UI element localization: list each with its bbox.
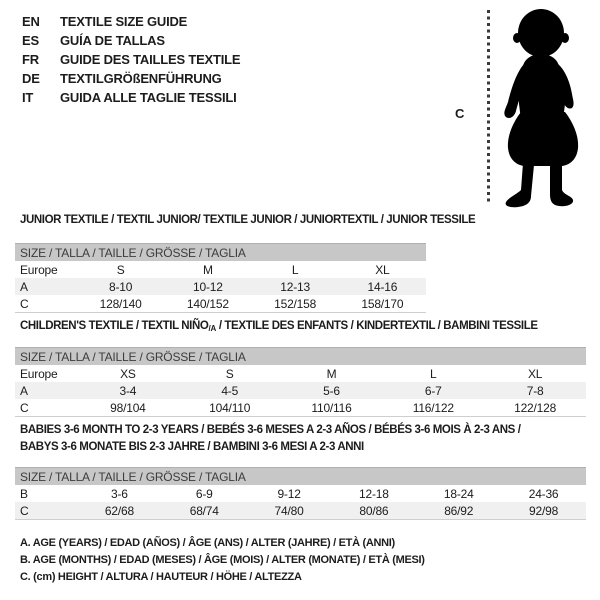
size-cell: 152/158 bbox=[252, 295, 339, 313]
table-row bbox=[15, 485, 586, 502]
size-cell: XL bbox=[527, 366, 543, 381]
size-cell: 24-36 bbox=[528, 486, 559, 501]
table-row bbox=[15, 295, 426, 313]
lang-code: ES bbox=[22, 33, 39, 48]
junior-size-table bbox=[15, 243, 426, 313]
size-cell: 158/170 bbox=[339, 295, 426, 313]
size-header-bar: SIZE / TALLA / TAILLE / GRÖSSE / TAGLIA bbox=[15, 468, 586, 486]
size-cell: 6-9 bbox=[195, 486, 213, 501]
size-cell: XS bbox=[120, 366, 136, 381]
lang-row-fr bbox=[22, 50, 240, 69]
legend-line-a: A. AGE (YEARS) / EDAD (AÑOS) / ÂGE (ANS) / ALTER (JAHRE) / ETÀ (ANNI) bbox=[20, 537, 395, 549]
size-cell: 128/140 bbox=[77, 295, 164, 313]
row-label: Europe bbox=[20, 262, 58, 277]
toddler-silhouette-icon bbox=[491, 8, 596, 210]
lang-title: GUIDA ALLE TAGLIE TESSILI bbox=[60, 90, 237, 105]
lang-code: DE bbox=[22, 71, 40, 86]
lang-code: FR bbox=[22, 52, 39, 67]
size-header-row bbox=[15, 468, 586, 486]
row-label: C bbox=[15, 295, 77, 313]
size-cell: 3-6 bbox=[111, 486, 128, 501]
lang-code: IT bbox=[22, 90, 34, 105]
size-cell: 140/152 bbox=[164, 295, 251, 313]
babies-title-line1: BABIES 3-6 MONTH TO 2-3 YEARS / BEBÉS 3-6 MESES A 2-3 AÑOS / BÉBÉS 3-6 MOIS À 2-3 ANS / bbox=[20, 424, 521, 436]
size-cell: L bbox=[291, 262, 299, 277]
row-label: C bbox=[15, 502, 77, 520]
row-label: C bbox=[15, 399, 77, 417]
size-cell: 104/110 bbox=[179, 399, 281, 417]
lang-title: GUIDE DES TAILLES TEXTILE bbox=[60, 52, 241, 67]
children-title-pre: CHILDREN'S TEXTILE / TEXTIL NIÑO bbox=[20, 320, 209, 332]
babies-size-table bbox=[15, 467, 586, 520]
table-row bbox=[15, 382, 586, 399]
lang-code: EN bbox=[22, 14, 40, 29]
lang-row-en bbox=[22, 12, 240, 31]
size-header-bar: SIZE / TALLA / TAILLE / GRÖSSE / TAGLIA bbox=[15, 244, 426, 262]
children-size-table bbox=[15, 347, 586, 417]
row-label: A bbox=[15, 278, 77, 295]
measurement-legend bbox=[20, 535, 425, 586]
table-row bbox=[15, 278, 426, 295]
size-cell: S bbox=[225, 366, 234, 381]
size-cell: 18-24 bbox=[443, 486, 474, 501]
size-header-row bbox=[15, 348, 586, 366]
size-cell: 12-18 bbox=[359, 486, 389, 501]
size-cell: 92/98 bbox=[501, 502, 586, 520]
size-cell: 9-12 bbox=[277, 486, 301, 501]
size-cell: 5-6 bbox=[281, 382, 383, 399]
junior-section-title: JUNIOR TEXTILE / TEXTIL JUNIOR/ TEXTILE JUNIOR / JUNIORTEXTIL / JUNIOR TESSILE bbox=[20, 214, 476, 226]
lang-row-de bbox=[22, 69, 240, 88]
row-label: B bbox=[20, 486, 28, 501]
row-label: A bbox=[15, 382, 77, 399]
lang-title: TEXTILGRÖßENFÜHRUNG bbox=[60, 71, 222, 86]
lang-row-es bbox=[22, 31, 240, 50]
size-cell: XL bbox=[375, 262, 390, 277]
row-label: Europe bbox=[20, 366, 58, 381]
size-cell: M bbox=[202, 262, 213, 277]
size-cell: 14-16 bbox=[339, 278, 426, 295]
size-cell: M bbox=[326, 366, 337, 381]
table-row bbox=[15, 399, 586, 417]
lang-title: TEXTILE SIZE GUIDE bbox=[60, 14, 188, 29]
height-measure-label: C bbox=[455, 106, 465, 121]
size-cell: 116/122 bbox=[382, 399, 484, 417]
size-cell: 7-8 bbox=[484, 382, 586, 399]
children-title-post: / TEXTILE DES ENFANTS / KINDERTEXTIL / BAMBINI TESSILE bbox=[216, 320, 538, 332]
size-cell: L bbox=[430, 366, 437, 381]
size-cell: 110/116 bbox=[281, 399, 383, 417]
size-cell: 86/92 bbox=[416, 502, 501, 520]
size-cell: 62/68 bbox=[77, 502, 162, 520]
size-cell: 68/74 bbox=[162, 502, 247, 520]
table-row bbox=[15, 261, 426, 278]
size-cell: 4-5 bbox=[179, 382, 281, 399]
size-cell: 3-4 bbox=[77, 382, 179, 399]
size-cell: 10-12 bbox=[164, 278, 251, 295]
children-section-title bbox=[20, 318, 538, 337]
babies-section-title bbox=[20, 422, 521, 456]
lang-title: GUÍA DE TALLAS bbox=[60, 33, 165, 48]
legend-line-b: B. AGE (MONTHS) / EDAD (MESES) / ÂGE (MOIS) / ALTER (MONATE) / ETÀ (MESI) bbox=[20, 554, 425, 566]
children-title-sub: /A bbox=[208, 324, 217, 333]
legend-line-c: C. (cm) HEIGHT / ALTURA / HAUTEUR / HÖHE / ALTEZZA bbox=[20, 571, 302, 583]
size-cell: S bbox=[116, 262, 125, 277]
size-header-bar: SIZE / TALLA / TAILLE / GRÖSSE / TAGLIA bbox=[15, 348, 586, 366]
table-row bbox=[15, 502, 586, 520]
lang-row-it bbox=[22, 88, 240, 107]
table-row bbox=[15, 365, 586, 382]
size-cell: 8-10 bbox=[77, 278, 164, 295]
size-header-row bbox=[15, 244, 426, 262]
size-cell: 74/80 bbox=[247, 502, 332, 520]
language-title-list bbox=[22, 12, 240, 107]
size-cell: 12-13 bbox=[252, 278, 339, 295]
size-cell: 6-7 bbox=[382, 382, 484, 399]
size-cell: 80/86 bbox=[331, 502, 416, 520]
size-cell: 98/104 bbox=[77, 399, 179, 417]
height-dotted-line bbox=[487, 10, 490, 204]
babies-title-line2: BABYS 3-6 MONATE BIS 2-3 JAHRE / BAMBINI 3-6 MESI A 2-3 ANNI bbox=[20, 441, 364, 453]
size-cell: 122/128 bbox=[484, 399, 586, 417]
